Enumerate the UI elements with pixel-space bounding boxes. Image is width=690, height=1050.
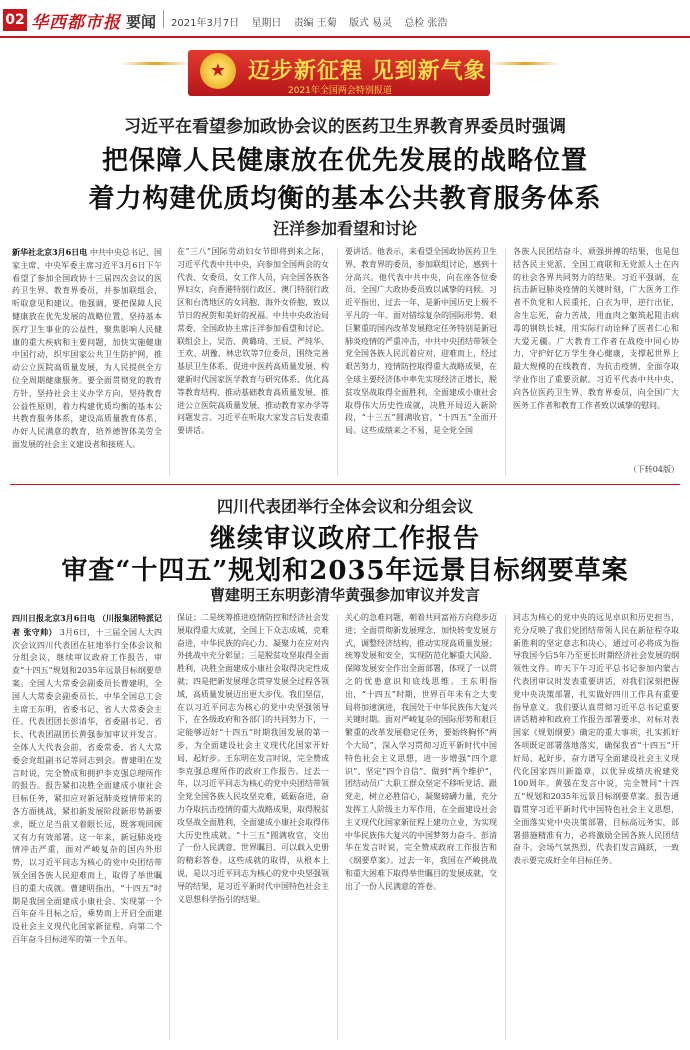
article2-byline: （川报集团特派记者 张守帅） (12, 613, 162, 637)
two-sessions-banner (188, 50, 490, 96)
page-number: 02 (3, 9, 27, 31)
article2-body-2: 保证；二是统筹推进疫情防控和经济社会发展取得重大成就，全国上下众志成城，克难奋进，中华民族的向心力、凝聚力在应对内外挑战中充分彰显；三是脱贫攻坚取得全面胜利，决胜全面建成小康社会取得决定性成就；四是把新发展理念贯穿发展全过程各领域，高质量发展迈出更大步伐。我们坚信，在以习近平同志为核心的党中央坚强领导下，在各级政府和各部门的共同努力下，一定能够迈好“十四五”时期我国发展的第一步，为全面建设社会主义现代化国家开好局、起好步。王东明在发言时说，完全赞成李克强总理所作的政府工作报告。过去一年，以习近平同志为核心的党中央团结带领全党全国各族人民攻坚克难，砥砺奋进，奋力夺取抗击疫情的重大战略成果，取得脱贫攻坚战全面胜利，全面建成小康社会取得伟大历史性成就。“十三五”圆满收官，交出了一份人民满意、世界瞩目、可以载入史册的精彩答卷。这些成就的取得，从根本上说，是以习近平同志为核心的党中央坚强领导的结果，是习近平新时代中国特色社会主义思想科学指引的结果。 (177, 613, 329, 904)
article2-column-4 (513, 612, 679, 1042)
article1-body-1: 中共中央总书记、国家主席、中央军委主席习近平3月6日下午看望了参加全国政协十三届四次会议的医药卫生界、教育界委员，并参加联组会，听取意见和建议。他强调，要把保障人民健康放在优先发展的战略位置，坚持基本医疗卫生事业的公益性，聚焦影响人民健康的重大疾病和主要问题，加快实施健康中国行动，织牢国家公共卫生防护网，推动公立医院高质量发展，为人民提供全方位全周期健康服务。要全面贯彻党的教育方针，坚持社会主义办学方向，坚持教育公益性原则，着力构建优质均衡的基本公共教育服务体系，建设高质量教育体系，办好人民满意的教育，培养德智体美劳全面发展的社会主义建设者和接班人。 (12, 248, 162, 449)
column-divider (337, 248, 338, 476)
article1-kicker: 习近平在看望参加政协会议的医药卫生界教育界委员时强调 (124, 117, 566, 137)
article2-column-1 (12, 612, 162, 1042)
article1-body-4: 各族人民团结奋斗、顽强拼搏的结果，也是包括各民主党派、全国工商联和无党派人士在内的社会各界共同努力的结果。习近平强调，在抗击新冠肺炎疫情的关键时刻，广大医务工作者不负党和人民重托，白衣为甲，逆行出征，舍生忘死，奋力苦战，用血肉之躯筑起阻击病毒的钢铁长城，用实际行动诠释了医者仁心和大爱无疆。广大教育工作者在战疫中同心协力，守护好亿万学生身心健康，支撑起世界上最大规模的在线教育，为抗击疫情、全面夺取学业作出了重要贡献。习近平代表中共中央，向各位医药卫生界、教育界委员，向全国广大医务工作者和教育工作者致以诚挚的慰问。 (513, 247, 679, 410)
banner-flare-left (120, 62, 190, 65)
article1-body-3: 要讲话。他表示，来看望全国政协医药卫生界、教育界的委员，参加联组讨论，感到十分高兴。他代表中共中央，向在座各位委员、全国广大政协委员致以诚挚的问候。习近平指出，过去一年，是新中国历史上极不平凡的一年。面对错综复杂的国际形势、艰巨繁重的国内改革发展稳定任务特别是新冠肺炎疫情的严重冲击，中共中央团结带领全党全国各族人民沉着应对，迎难而上，经过艰苦努力，疫情防控取得重大战略成果，在全球主要经济体中率先实现经济正增长，脱贫攻坚战取得全面胜利，全面建成小康社会取得伟大历史性成就，决胜开局迈入新阶段，“十三五”圆满收官，“十四五”全面开局。这些成绩来之不易，是全党全国 (345, 247, 497, 436)
section-label: 要闻 (126, 13, 157, 31)
article1-body-2: 在“三八”国际劳动妇女节即将到来之际，习近平代表中共中央，向参加全国两会的女代表、女委员，女工作人员，向全国各族各界妇女，向香港特别行政区、澳门特别行政区和台湾地区的女同胞、海外女侨胞，致以节日的祝贺和美好的祝福。中共中央政治局常委、全国政协主席汪洋参加看望和讨论。联组会上，吴浩、黄璐琦、王辰、严纯华、王欢、胡豫、林忠钦等7位委员，围绕完善基层卫生体系、促进中医药高质量发展、构建新时代国家医学教育与研究体系、优化高等教育结构、推动基础教育高质量发展、推进公立医院高质量发展、推动教育家办学等问题发言。习近平在听取大家发言后发表重要讲话。 (177, 247, 329, 436)
article1-continued: （下转04版） (628, 465, 679, 474)
article1-dateline: 新华社北京3月6日电 (12, 247, 88, 257)
article1-headline-line2: 着力构建优质均衡的基本公共教育服务体系 (88, 184, 602, 214)
article1-headline-line1: 把保障人民健康放在优先发展的战略位置 (101, 146, 588, 176)
editor-credit: 责编 王菊 (293, 18, 337, 29)
article2-subhead: 曹建明王东明彭清华黄强参加审议并发言 (209, 586, 480, 604)
issue-weekday: 星期日 (251, 18, 282, 29)
national-emblem-icon: ★ (200, 53, 236, 89)
article-separator (10, 484, 680, 485)
column-divider (169, 248, 170, 476)
article1-column-3 (345, 246, 497, 478)
issue-date: 2021年3月7日 (171, 18, 240, 29)
layout-credit: 版式 易灵 (348, 18, 393, 29)
article2-body-4: 同志为核心的党中央的远见卓识和历史担当，充分反映了我们党团结带领人民在新征程夺取新胜利的坚定意志和决心，通过可必将成为指导我国今后5年乃至更长时期经济社会发展的纲领性文件。昨天下午习近平总书记参加内蒙古代表团审议时发表重要讲话，对我们深刻把握党中央决策部署，扎实做好四川工作具有重要指导意义。我们要认真贯彻习近平总书记重要讲话精神和政府工作报告部署要求，对标对表国家《规划纲要》确定的重大事项，扎实抓好各项既定部署落地落实，确保我省“十四五”开好局、起好步，奋力谱写全面建设社会主义现代化国家四川新篇章，以优异成绩庆祝建党100周年。黄强在发言中说，完全赞同“十四五”规划和2035年远景目标纲要草案。报告通篇贯穿习近平新时代中国特色社会主义思想，全面落实党中央决策部署，目标高远务实，部署措施精准有力，必将激励全国各族人民团结奋斗。会场气氛热烈，代表们发言踊跃，一致表示要完成好全年目标任务。 (513, 613, 679, 866)
proof-credit: 总检 张浩 (404, 18, 448, 29)
banner-flare-right (490, 62, 560, 65)
article1-column-1 (12, 246, 162, 478)
article1-subhead: 汪洋参加看望和讨论 (272, 219, 417, 238)
article2-headline-line2: 审查“十四五”规划和2035年远景目标纲要草案 (61, 556, 629, 586)
article2-column-2 (177, 612, 329, 1042)
banner-subtitle: 2021年全国两会特别报道 (288, 86, 392, 96)
article2-kicker: 四川代表团举行全体会议和分组会议 (216, 497, 473, 516)
article1-column-4 (513, 246, 679, 466)
header-meta (171, 14, 457, 29)
header-divider (163, 10, 164, 28)
article2-dateline: 四川日报北京3月6日电 (12, 613, 96, 623)
banner-title: 迈步新征程 见到新气象 (248, 59, 487, 84)
article2-body-3: 关心的急难问题，朝着共同富裕方向稳步迈进；全面贯彻新发展理念，加快转变发展方式，调整经济结构，推动实现高质量发展；统筹发展和安全，实现防范化解重大风险、保障发展安全作出全面部署，体现了一以贯之的忧患意识和底线思维。王东明指出，“十四五”时期，世界百年未有之大变局将加速演进，我国处于中华民族伟大复兴关键时期。面对严峻复杂的国际形势和艰巨繁重的改革发展稳定任务，要始终胸怀“两个大局”，深入学习贯彻习近平新时代中国特色社会主义思想，进一步增强“四个意识”、坚定“四个自信”、做到“两个维护”，团结动员广大职工群众坚定不移听党话、跟党走，树立必胜信心，凝聚磅礴力量，充分发挥工人阶级主力军作用，在全面建设社会主义现代化国家新征程上建功立业，为实现中华民族伟大复兴的中国梦努力奋斗。彭清华在发言时说，完全赞成政府工作报告和《纲要草案》。过去一年，我国在严峻挑战和重大困难下取得举世瞩目的发展成就，交出了一份人民满意的答卷。 (345, 613, 497, 891)
column-divider (337, 614, 338, 1040)
article2-body-1: 3月6日，十三届全国人大四次会议四川代表团在驻地举行全体会议和分组会议，继续审议政府工作报告，审查“十四五”规划和2035年远景目标纲要草案。全国人大常委会副委员长曹建明，全国人大常委会副委员长、中华全国总工会主席王东明，省委书记、省人大常委会主任、代表团团长彭清华，省委副书记、省长、代表团副团长黄强参加审议并发言。全体人大代表会前，省委常委、省人大常委会党组副书记等同志到会。曹建明在发言时说，完全赞成和拥护李克强总理所作的报告。报告紧扣决胜全面建成小康社会目标任务，紧扣应对新冠肺炎疫情带来的各方面挑战，紧扣新发展阶段新形势新要求，既立足当前又着眼长远，既客观回顾又有力有效部署。这一年来，新冠肺炎疫情冲击严重，面对严峻复杂的国内外形势，以习近平同志为核心的党中央团结带领全国各族人民迎难而上，取得了举世瞩目的重大成就。曹建明指出，“十四五”时期是我国全面建成小康社会、实现第一个百年奋斗目标之后，乘势而上开启全面建设社会主义现代化国家新征程、向第二个百年奋斗目标进军的第一个五年。 (12, 627, 162, 944)
column-divider (505, 614, 506, 1040)
column-divider (169, 614, 170, 1040)
newspaper-logo: 华西都市报 (31, 13, 121, 33)
article2-column-3 (345, 612, 497, 1042)
page-header (0, 0, 690, 38)
article1-column-2 (177, 246, 329, 478)
article2-headline-line1: 继续审议政府工作报告 (209, 524, 480, 554)
column-divider (505, 248, 506, 476)
